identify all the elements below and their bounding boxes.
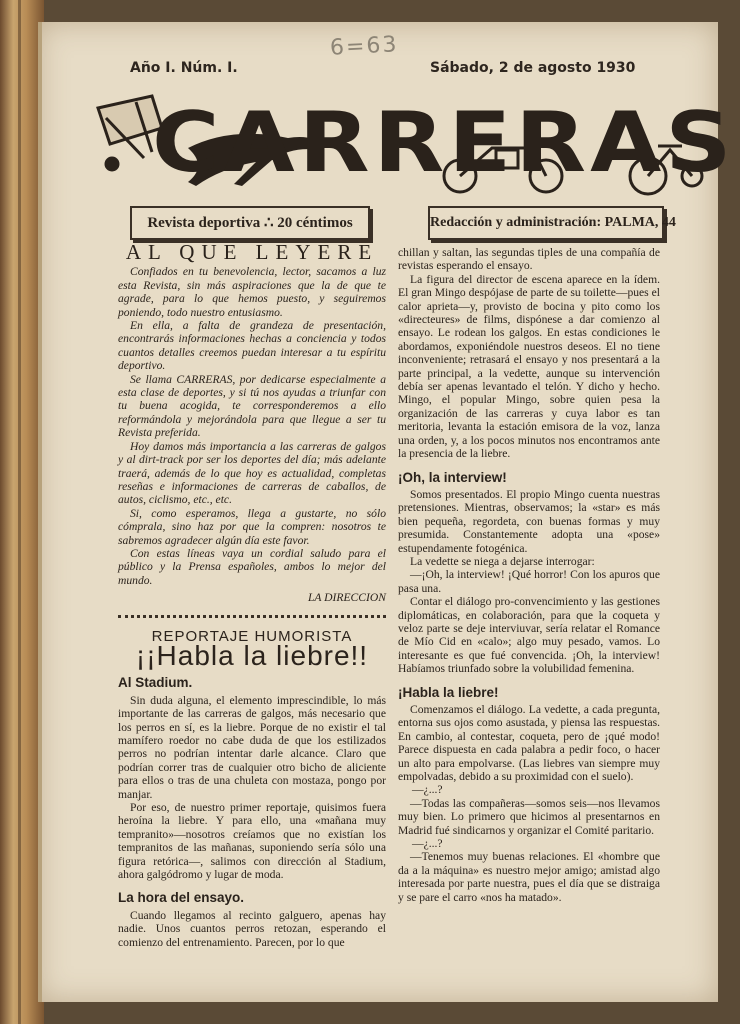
issue-date: Sábado, 2 de agosto 1930 — [430, 60, 636, 76]
body-paragraph: —¡Oh, la interview! ¡Qué horror! Con los apuros que pasa una. — [398, 568, 660, 595]
editorial-paragraph: Hoy damos más importancia a las carreras de galgos y al dirt-track por ser los deportes del día; más adelante traerá, además de lo que hoy es actualidad, completas reseñas e informaciones de carreras de caballos, de autos, ciclismo, etc., etc. — [118, 439, 386, 507]
pencil-note: 6=63 — [329, 32, 400, 61]
body-paragraph: chillan y saltan, las segundas tiples de una compañía de revistas esperando el ensayo. — [398, 246, 660, 273]
report-headline: ¡¡Habla la liebre!! — [135, 639, 369, 671]
editorial-paragraph: Confiados en tu benevolencia, lector, sacamos a luz esta Revista, sin más aspiraciones que la de que te agrade, para lo que hemos puesto, y seguiremos poniendo, todo nuestro entusiasmo. — [118, 265, 386, 319]
editorial-paragraph: Con estas líneas vaya un cordial saludo para el público y la Prensa españoles, ambos lo mejor del mundo. — [118, 546, 386, 587]
body-paragraph: La figura del director de escena aparece en la ídem. El gran Mingo despójase de parte de su toilette—pues el calor aprieta—y, provisto de bocina y pito como los «directeures» de films, dispónese a dar comienzo al ensayo. Le rodean los galgos. En estas condiciones le abordamos, exponiéndole nuestros deseos. El no tiene inconveniente; retrasará el ensayo y nos presentará a la parte principal, a la vedette, aunque su intervención debía ser apenas levantado el telón. Y dicho y hecho. Mingo, el popular Mingo, sobre quien pesa la organización de las carreras y cuya labor es tan meritoria, levanta la estación emisora de la voz, lanza una orden, y, a los pocos minutos nos encontramos ante la presencia de la liebre. — [398, 272, 660, 461]
left-column — [118, 240, 386, 949]
dotted-divider — [118, 615, 386, 618]
masthead — [92, 88, 736, 198]
price-box: Revista deportiva ∴ 20 céntimos — [130, 206, 370, 240]
body-paragraph: —Tenemos muy buenas relaciones. El «hombre que da a la máquina» es nuestro mejor amigo; amistad algo interesada por parte nuestra, pues el día que se distraiga y se pare el carro «nos ha matado». — [398, 850, 660, 904]
body-paragraph: Comenzamos el diálogo. La vedette, a cada pregunta, entorna sus ojos como asustada, y piensa las respuestas. En cambio, al contestar, coqueta, pero de ¡qué modo! Parece dispuesta en cada palabra a pedir foco, o hacer un alto para empolvarse. (Las liebres van siempre muy empolvadas, debido a su proximidad con el suelo). — [398, 703, 660, 784]
page-edge — [38, 22, 42, 1002]
section-title: ¡Oh, la interview! — [398, 469, 507, 485]
magazine-page — [38, 22, 736, 1002]
report-kicker: REPORTAJE HUMORISTA — [151, 627, 353, 645]
section-title: ¡Habla la liebre! — [398, 684, 499, 700]
editorial-paragraph: Si, como esperamos, llega a gustarte, no sólo cómprala, sino haz por que la compren: nosotros te sabremos agradecer algún día este favor. — [118, 506, 386, 547]
section-title: La hora del ensayo. — [118, 890, 245, 906]
body-paragraph: Somos presentados. El propio Mingo cuenta nuestras pretensiones. Mientras, observamos; la «star» es más bien pequeña, regordeta, con buenas formas y muy presumida. Constantemente adopta una «pose» estupendamente fotogénica. — [398, 487, 660, 555]
body-paragraph: Por eso, de nuestro primer reportaje, quisimos fuera heroína la liebre. Y para ello, una «mañana muy tempranito»—nosotros creíamos que no existían los tempranitos de las mañanas, suponiendo sería sólo una figura retórica—, salimos con dirección al Stadium, ahora galgódromo y lugar de moda. — [118, 801, 386, 882]
section-title: Al Stadium. — [118, 675, 193, 691]
body-paragraph: Cuando llegamos al recinto galguero, apenas hay nadie. Unos cuantos perros retozan, esperando el comienzo del entrenamiento. Parecen, por lo que — [118, 908, 386, 949]
editorial-heading: AL QUE LEYERE — [125, 240, 379, 264]
dialogue-line: —¿...? — [412, 783, 443, 797]
editorial-paragraph: En ella, a falta de grandeza de presentación, encontrarás informaciones hechas a conciencia y todos cuantos detalles creemos puedan interesar a tu espíritu deportivo. — [118, 319, 386, 373]
issue-number: Año I. Núm. I. — [130, 60, 238, 76]
body-paragraph: Sin duda alguna, el elemento imprescindible, lo más importante de las carreras de galgos, más necesario que los perros en sí, es la liebre. Porque de no existir el tal mamífero roedor no cabe duda de que los estilizados perros no podrían intentar darle alcance. Claro que podrían correr tras de cualquier otro bicho de aliciente para ellos o tras de una chuleta con mostaza, pongo por manjar. — [118, 693, 386, 801]
body-paragraph: —Todas las compañeras—somos seis—nos llevamos muy bien. Lo primero que hicimos al presentarnos en Madrid fué sindicarnos y organizar el Comité paritario. — [398, 796, 660, 837]
magazine-title: CARRERAS — [152, 94, 736, 191]
right-column — [398, 246, 660, 904]
body-paragraph: La vedette se niega a dejarse interrogar: — [410, 554, 595, 568]
editorial-paragraph: Se llama CARRERAS, por dedicarse especialmente a esta clase de deportes, y si tú nos ayudas a triunfar con tu buena acogida, te corresponderemos a ello reformándola y mejorándola para que llegue a ser tu Revista preferida. — [118, 372, 386, 440]
dialogue-line: —¿...? — [412, 837, 443, 851]
editorial-signature: LA DIRECCION — [307, 591, 386, 605]
body-paragraph: Contar el diálogo pro-convencimiento y las gestiones diplomáticas, en colaboración, para que la coqueta y veloz parte se deje interviuvar, sería relatar el Romance de Mío Cid en «calo»; algo muy pesado, vamos. Lo interesante es que fué convencida. ¡Oh, la interview! Habíamos triunfado sobre la volubilidad femenina. — [398, 595, 660, 676]
address-box: Redacción y administración: PALMA, 44 — [428, 206, 664, 240]
